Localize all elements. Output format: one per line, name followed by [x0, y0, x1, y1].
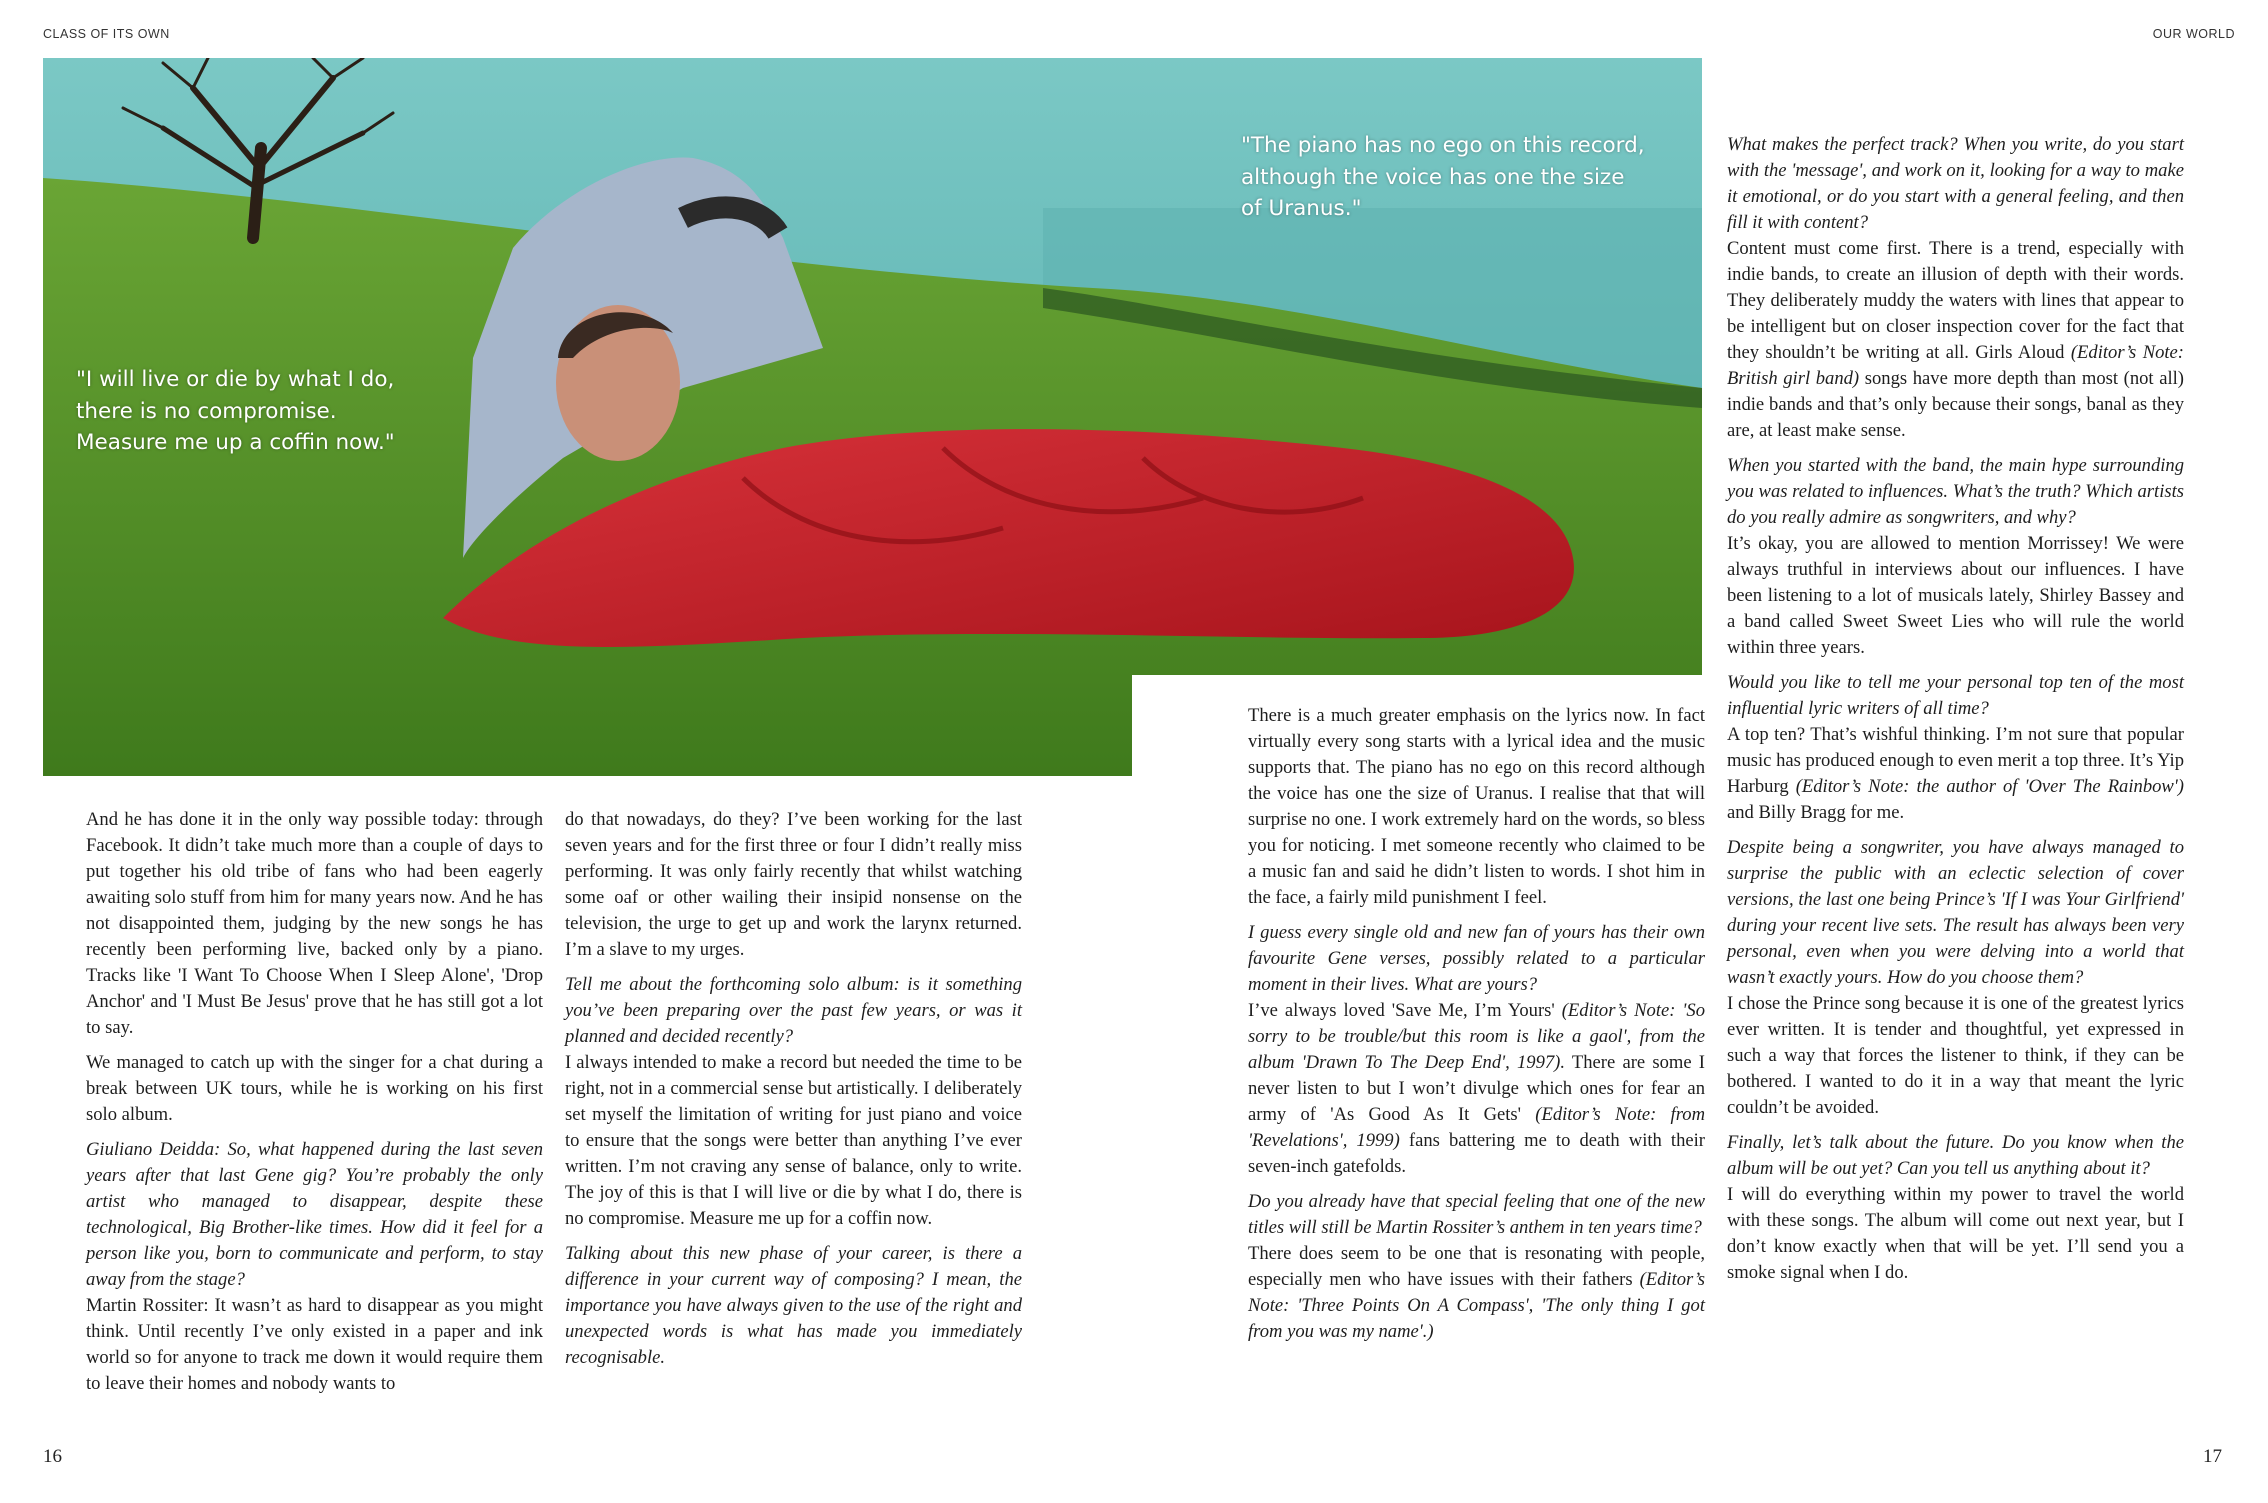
- interview-paragraph: [1248, 703, 1705, 911]
- text-run: What makes the perfect track? When you write, do you start with the 'message', and work on it, looking for a way to make it emotional, or do you start with a general feeling, and then fill it with content?: [1727, 134, 2184, 233]
- interview-paragraph: [1248, 998, 1705, 1180]
- text-run: I will do everything within my power to travel the world with these songs. The album will come out next year, but I don’t know exactly when that will be yet. I’ll send you a smoke signal when I do.: [1727, 1184, 2184, 1283]
- interview-paragraph: [565, 807, 1022, 963]
- text-run: It’s okay, you are allowed to mention Morrissey! We were always truthful in interviews about our influences. I have been listening to a lot of musicals lately, Shirley Bassey and a band called Sweet Sweet Lies who will rule the world within three years.: [1727, 533, 2184, 658]
- editor-note: (Editor’s Note: 'Three Points On A Compass', 'The only thing I got from you was my name'.): [1248, 1269, 1705, 1342]
- editor-note: (Editor’s Note: the author of 'Over The Rainbow'): [1795, 776, 2184, 797]
- interview-question: [565, 1241, 1022, 1371]
- interview-question: [1727, 670, 2184, 722]
- page-number-right: 17: [2203, 1446, 2222, 1467]
- running-head-right: OUR WORLD: [2152, 27, 2235, 41]
- text-run: We managed to catch up with the singer for a chat during a break between UK tours, while he is working on his first solo album.: [86, 1052, 543, 1125]
- interview-question: [1248, 920, 1705, 998]
- pull-quote-right: "The piano has no ego on this record, although the voice has one the size of Uranus.": [1241, 133, 1645, 221]
- text-run: I’ve always loved 'Save Me, I’m Yours': [1248, 1000, 1562, 1021]
- interview-paragraph: [1727, 1182, 2184, 1286]
- text-run: Do you already have that special feeling that one of the new titles will still be Martin Rossiter’s anthem in ten years time?: [1248, 1191, 1705, 1238]
- text-run: There is a much greater emphasis on the lyrics now. In fact virtually every song starts with a lyrical idea and the music supports that. The piano has no ego on this record although the voice has one the size of Uranus. I realise that that will surprise no one. I work extremely hard on the words, so bless you for noticing. I met someone recently who claimed to be a music fan and said he didn’t listen to words. I shot him in the face, a fairly mild punishment I feel.: [1248, 705, 1705, 908]
- text-run: and Billy Bragg for me.: [1727, 802, 1905, 823]
- editor-note: (Editor’s Note: from 'Revelations', 1999): [1248, 1104, 1705, 1151]
- text-run: Giuliano Deidda: So, what happened during the last seven years after that last Gene gig? You’re probably the only artist who managed to disappear, despite these technological, Big Brother-like times. How did it feel for a person like you, born to communicate and perform, to stay away from the stage?: [86, 1139, 543, 1290]
- interview-question: [1727, 453, 2184, 531]
- editor-note: (Editor’s Note: British girl band): [1727, 342, 2185, 389]
- text-run: I always intended to make a record but needed the time to be right, not in a commercial sense but artistically. I deliberately set myself the limitation of writing for just piano and voice to ensure that the songs were better than anything I’ve ever written. I’m not craving any sense of balance, only to write. The joy of this is that I will live or die by what I do, there is no compromise. Measure me up for a coffin now.: [565, 1052, 1022, 1229]
- text-run: I chose the Prince song because it is one of the greatest lyrics ever written. It is tender and thoughtful, yet expressed in such a way that forces the listener to think, if they can be bothered. I wanted to do it in a way that meant the lyric couldn’t be avoided.: [1727, 993, 2184, 1118]
- interview-question: [1727, 835, 2184, 991]
- text-run: There are some I never listen to but I won’t divulge which ones for fear an army of 'As Good As It Gets': [1248, 1052, 1705, 1125]
- interview-question: [1727, 132, 2184, 236]
- text-run: Would you like to tell me your personal top ten of the most influential lyric writers of all time?: [1727, 672, 2184, 719]
- text-column-1: [86, 807, 543, 1397]
- running-head-left: CLASS OF ITS OWN: [43, 27, 170, 41]
- text-column-2: [565, 807, 1022, 1371]
- interview-question: [565, 972, 1022, 1050]
- text-run: Tell me about the forthcoming solo album: is it something you’ve been preparing over the past few years, or was it planned and decided recently?: [565, 974, 1022, 1047]
- text-run: A top ten? That’s wishful thinking. I’m not sure that popular music has produced enough to even merit a top three. It’s Yip Harburg: [1727, 724, 2184, 797]
- text-column-4: [1727, 132, 2184, 1286]
- text-run: fans battering me to death with their seven-inch gatefolds.: [1248, 1130, 1705, 1177]
- text-run: do that nowadays, do they? I’ve been working for the last seven years and for the first three or four I didn’t really miss performing. It was only fairly recently that whilst watching some oaf or other wailing their insipid nonsense on the television, the urge to get up and work the larynx returned. I’m a slave to my urges.: [565, 809, 1022, 960]
- text-run: And he has done it in the only way possible today: through Facebook. It didn’t take much more than a couple of days to put together his old tribe of fans who had been eagerly awaiting solo stuff from him for many years now. And he has not disappointed them, judging by the new songs he has recently been performing live, backed only by a piano. Tracks like 'I Want To Choose When I Sleep Alone', 'Drop Anchor' and 'I Must Be Jesus' prove that he has still got a lot to say.: [86, 809, 543, 1038]
- text-run: There does seem to be one that is resonating with people, especially men who have issues with their fathers: [1248, 1243, 1705, 1290]
- text-run: Content must come first. There is a trend, especially with indie bands, to create an illusion of depth with their words. They deliberately muddy the waters with lines that appear to be intelligent but on closer inspection cover for the fact that they shouldn’t be writing at all. Girls Aloud: [1727, 238, 2184, 363]
- text-run: Despite being a songwriter, you have always managed to surprise the public with an eclectic selection of cover versions, the last one being Prince’s 'If I was Your Girlfriend' during your recent live sets. The result has always been very personal, even when you were delving into a world that wasn’t exactly yours. How do you choose them?: [1727, 837, 2184, 988]
- text-run: I guess every single old and new fan of yours has their own favourite Gene verses, possibly related to a particular moment in their lives. What are yours?: [1248, 922, 1705, 995]
- interview-paragraph: [1727, 236, 2184, 444]
- interview-paragraph: [86, 1050, 543, 1128]
- interview-paragraph: [1727, 991, 2184, 1121]
- text-column-3: [1248, 703, 1705, 1345]
- text-run: Finally, let’s talk about the future. Do you know when the album will be out yet? Can you tell us anything about it?: [1727, 1132, 2184, 1179]
- interview-paragraph: [1248, 1241, 1705, 1345]
- interview-paragraph: [1727, 531, 2184, 661]
- interview-question: [1727, 1130, 2184, 1182]
- interview-question: [1248, 1189, 1705, 1241]
- interview-paragraph: [86, 1293, 543, 1397]
- pull-quote-left: "I will live or die by what I do, there is no compromise. Measure me up a coffin now.": [76, 367, 395, 455]
- text-run: songs have more depth than most (not all) indie bands and that’s only because their songs, banal as they are, at least make sense.: [1727, 368, 2184, 441]
- text-run: Talking about this new phase of your career, is there a difference in your current way of composing? I mean, the importance you have always given to the use of the right and unexpected words is what has made you immediately recognisable.: [565, 1243, 1022, 1368]
- interview-paragraph: [565, 1050, 1022, 1232]
- interview-question: [86, 1137, 543, 1293]
- text-run: Martin Rossiter: It wasn’t as hard to disappear as you might think. Until recently I’ve only existed in a paper and ink world so for anyone to track me down it would require them to leave their homes and nobody wants to: [86, 1295, 543, 1394]
- interview-paragraph: [1727, 722, 2184, 826]
- page-number-left: 16: [43, 1446, 62, 1467]
- interview-paragraph: [86, 807, 543, 1041]
- editor-note: (Editor’s Note: 'So sorry to be trouble/but this room is like a gaol', from the album 'Drawn To The Deep End', 1997).: [1248, 1000, 1705, 1073]
- text-run: When you started with the band, the main hype surrounding you was related to influences. What’s the truth? Which artists do you really admire as songwriters, and why?: [1727, 455, 2184, 528]
